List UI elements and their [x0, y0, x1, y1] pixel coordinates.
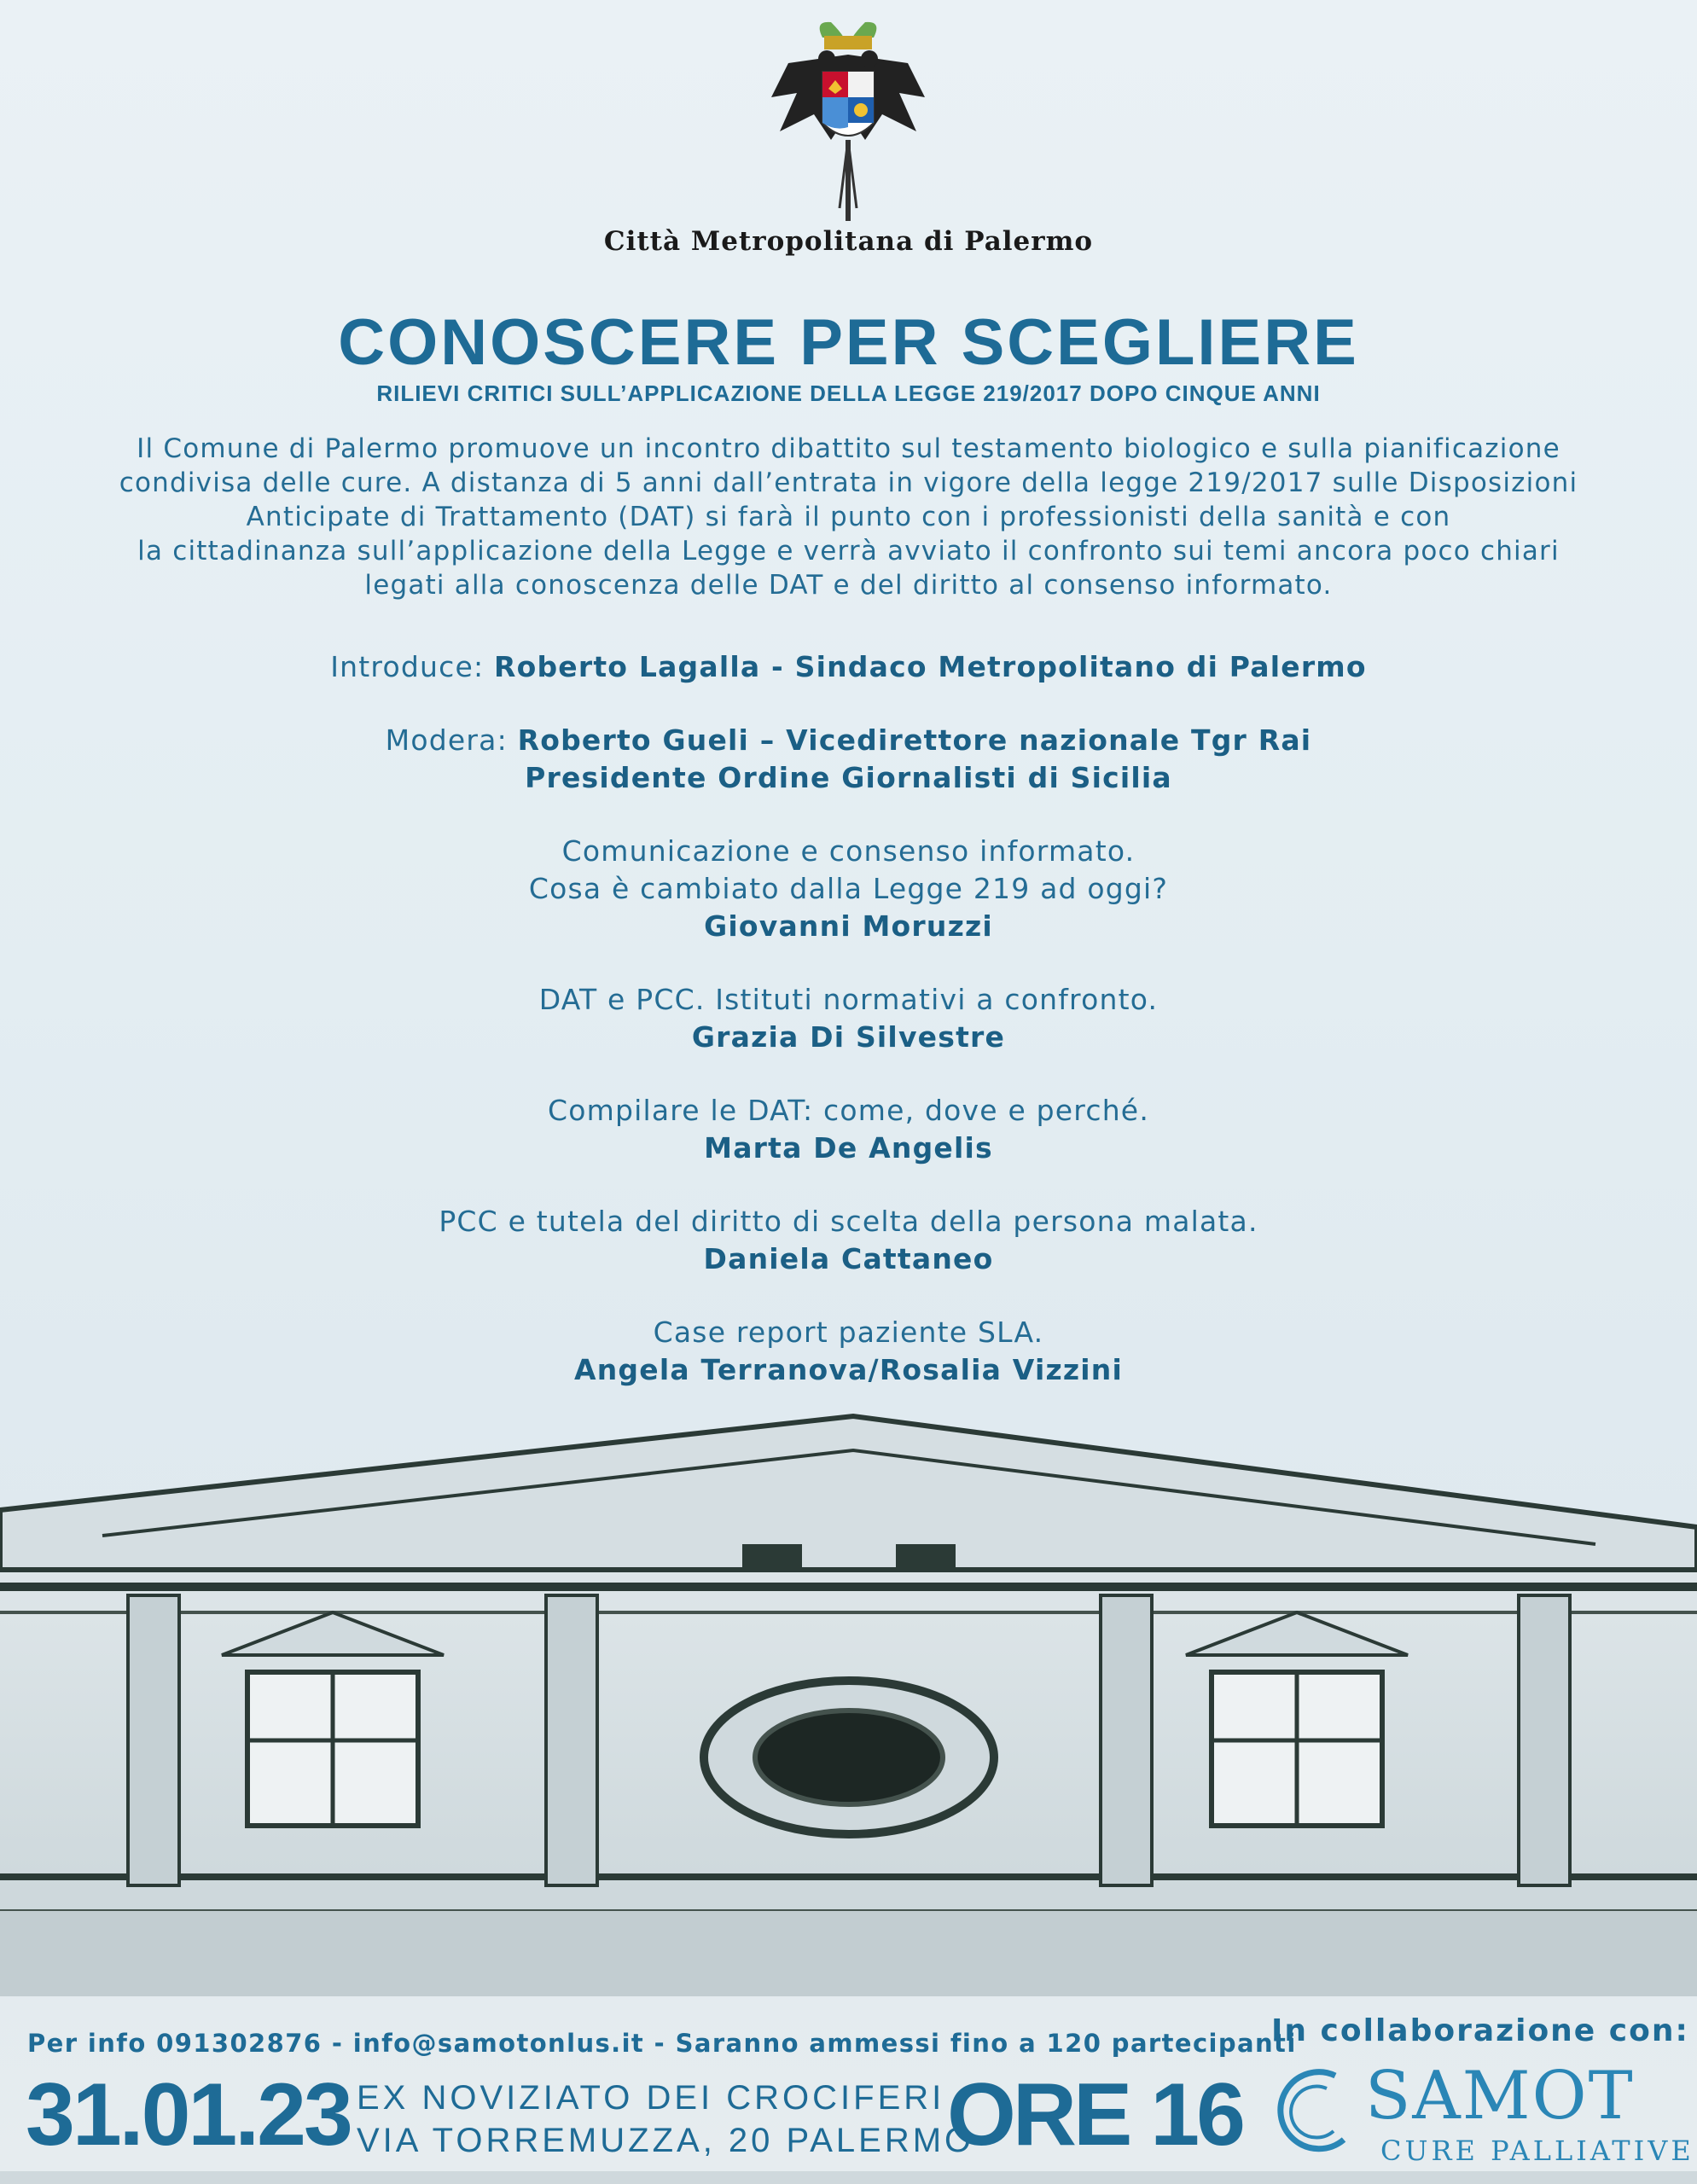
intro-paragraph	[34, 432, 1663, 602]
intro-line: Il Comune di Palermo promuove un incontro dibattito sul testamento biologico e sulla pianificazione	[137, 433, 1560, 464]
collaboration-label: In collaborazione con:	[1271, 2013, 1689, 2048]
talk-item	[0, 1314, 1697, 1389]
talk-speaker: Daniela Cattaneo	[703, 1242, 994, 1275]
talk-title: Case report paziente SLA.	[653, 1316, 1044, 1349]
talk-item	[0, 1203, 1697, 1278]
samot-logo-mark-icon	[1276, 2063, 1361, 2157]
bottom-strip	[0, 2171, 1697, 2184]
talk-speaker: Marta De Angelis	[704, 1131, 993, 1165]
program	[0, 648, 1697, 1425]
talk-speaker: Grazia Di Silvestre	[691, 1020, 1006, 1054]
talk-speaker: Angela Terranova/Rosalia Vizzini	[573, 1353, 1123, 1386]
moderator-label: Modera:	[385, 723, 518, 757]
talk-title: Comunicazione e consenso informato.	[561, 834, 1136, 868]
event-subtitle: RILIEVI CRITICI SULL’APPLICAZIONE DELLA LEGGE 219/2017 DOPO CINQUE ANNI	[376, 380, 1321, 406]
event-time: ORE 16	[947, 2065, 1242, 2164]
partner-name: SAMOT	[1365, 2058, 1635, 2135]
coat-of-arms-icon	[763, 12, 933, 225]
contact-info: Per info 091302876 - info@samotonlus.it - Saranno ammessi fino a 120 partecipanti	[27, 2029, 1297, 2058]
intro-line: legati alla conoscenza delle DAT e del diritto al consenso informato.	[364, 570, 1333, 601]
program-moderator	[0, 722, 1697, 797]
talk-item	[0, 833, 1697, 945]
talk-title: DAT e PCC. Istituti normativi a confronto.	[538, 983, 1159, 1016]
talk-title: PCC e tutela del diritto di scelta della persona malata.	[439, 1205, 1258, 1238]
moderator-speaker: Roberto Gueli – Vicedirettore nazionale Tgr Rai	[517, 723, 1312, 757]
introduce-speaker: Roberto Lagalla - Sindaco Metropolitano di Palermo	[493, 650, 1367, 683]
intro-line: Anticipate di Trattamento (DAT) si farà il punto con i professionisti della sanità e con	[246, 502, 1451, 532]
talk-item	[0, 1092, 1697, 1167]
talk-title: Cosa è cambiato dalla Legge 219 ad oggi?	[528, 872, 1169, 905]
intro-line: la cittadinanza sull’applicazione della Legge e verrà avviato il confronto sui temi ancora poco chiari	[137, 536, 1560, 566]
talk-speaker: Giovanni Moruzzi	[704, 909, 993, 943]
program-introduce	[0, 648, 1697, 686]
partner-subtitle: CURE PALLIATIVE	[1380, 2135, 1694, 2167]
event-date: 31.01.23	[26, 2065, 351, 2164]
talk-item	[0, 981, 1697, 1056]
org-name: Città Metropolitana di Palermo	[603, 226, 1094, 257]
talk-title: Compilare le DAT: come, dove e perché.	[547, 1094, 1150, 1127]
venue-address: VIA TORREMUZZA, 20 PALERMO	[357, 2122, 975, 2159]
moderator-role: Presidente Ordine Giornalisti di Sicilia	[525, 761, 1172, 794]
intro-line: condivisa delle cure. A distanza di 5 anni dall’entrata in vigore della legge 219/2017 sulle Disposizioni	[119, 468, 1578, 498]
event-venue	[357, 2077, 974, 2162]
building-illustration	[0, 1399, 1697, 1996]
venue-name: EX NOVIZIATO DEI CROCIFERI	[357, 2079, 945, 2117]
event-title: CONOSCERE PER SCEGLIERE	[338, 306, 1359, 379]
introduce-label: Introduce:	[330, 650, 494, 683]
